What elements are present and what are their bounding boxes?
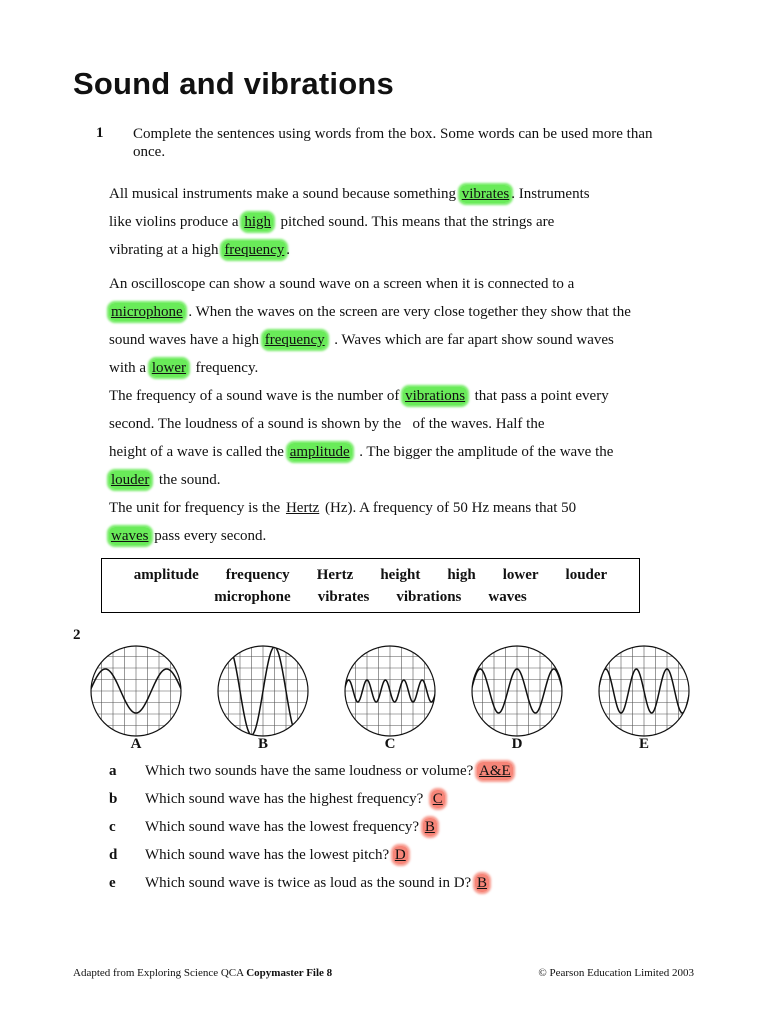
question-text: Which sound wave has the lowest pitch? (145, 847, 393, 863)
passage-text: The frequency of a sound wave is the number of (109, 388, 404, 404)
passage-text: . Waves which are far apart show sound waves (326, 332, 614, 348)
passage-text: like violins produce a (109, 214, 243, 230)
handwritten-answer: D (394, 847, 406, 863)
word-box-word: vibrates (317, 589, 370, 605)
oscilloscope-b (217, 645, 309, 737)
question-2-number: 2 (73, 627, 81, 643)
handwritten-answer: A&E (479, 763, 511, 779)
footer-copyright: © Pearson Education Limited 2003 (538, 967, 694, 979)
passage-line (109, 528, 266, 545)
handwritten-answer: B (476, 875, 487, 891)
footer-source: Adapted from Exploring Science QCA (73, 967, 247, 979)
word-box-word: Hertz (316, 567, 354, 583)
question-text: Which two sounds have the same loudness or volume? (145, 763, 478, 779)
passage-line (109, 242, 290, 259)
question-2-item (109, 819, 437, 836)
word-box-word: microphone (214, 589, 291, 605)
passage-text: frequency. (187, 360, 259, 376)
filled-answer: frequency (264, 332, 325, 348)
question-letter: a (109, 763, 117, 779)
question-letter: b (109, 791, 118, 807)
passage-line (109, 332, 614, 349)
passage-text: (Hz). A frequency of 50 Hz means that 50 (321, 500, 577, 516)
oscilloscope-label: D (511, 736, 523, 752)
question-text: Which sound wave is twice as loud as the sound in D? (145, 875, 475, 891)
passage-text: height of a wave is called the (109, 444, 288, 460)
passage-text: . Instruments (511, 186, 590, 202)
filled-answer: Hertz (285, 500, 320, 516)
word-box-word: vibrations (396, 589, 462, 605)
passage-line (109, 472, 221, 489)
filled-answer: vibrations (405, 388, 466, 404)
oscilloscope-label: C (384, 736, 396, 752)
passage-line (109, 276, 574, 293)
passage-line (109, 360, 258, 377)
passage-text: with a (109, 360, 150, 376)
passage-text: second. The loudness of a sound is shown by the of the waves. Half the (109, 416, 545, 432)
question-2-item (109, 763, 513, 780)
passage-line (109, 416, 544, 433)
question-letter: e (109, 875, 116, 891)
oscilloscope-e (598, 645, 690, 737)
filled-answer: microphone (111, 304, 183, 320)
question-letter: d (109, 847, 118, 863)
page-title: Sound and vibrations (73, 66, 394, 101)
question-letter: c (109, 819, 116, 835)
passage-text: . The bigger the amplitude of the wave the (351, 444, 614, 460)
handwritten-answer: C (432, 791, 443, 807)
footer-copymaster: Copymaster File 8 (246, 967, 333, 979)
passage-line (109, 186, 590, 203)
filled-answer: amplitude (289, 444, 350, 460)
question-text: Which sound wave has the lowest frequency? (145, 819, 423, 835)
oscilloscope-label: B (257, 736, 268, 752)
filled-answer: high (244, 214, 271, 230)
question-1-instruction: Complete the sentences using words from the box. Some words can be used more than once. (133, 126, 653, 160)
filled-answer: vibrates (461, 186, 510, 202)
oscilloscope-d (471, 645, 563, 737)
handwritten-answer: B (424, 819, 435, 835)
passage-text: . When the waves on the screen are very close together they show that the (184, 304, 631, 320)
passage-text: pitched sound. This means that the strings are (272, 214, 555, 230)
word-box-word: waves (488, 589, 527, 605)
word-box-word: louder (565, 567, 608, 583)
filled-answer: lower (151, 360, 186, 376)
question-2-item (109, 791, 445, 808)
passage-line (109, 500, 576, 517)
footer-credit (73, 967, 332, 979)
question-2-item (109, 875, 489, 892)
passage-text: the sound. (151, 472, 221, 488)
passage-line (109, 304, 631, 321)
filled-answer: frequency (224, 242, 285, 258)
passage-text: The unit for frequency is the (109, 500, 284, 516)
passage-text: All musical instruments make a sound because something (109, 186, 460, 202)
word-box-word: frequency (225, 567, 290, 583)
passage-line (109, 214, 554, 231)
word-box-word: high (447, 567, 476, 583)
passage-text: pass every second. (150, 528, 267, 544)
filled-answer: louder (111, 472, 150, 488)
filled-answer: waves (111, 528, 149, 544)
passage-line (109, 444, 613, 461)
word-box-row-1 (102, 567, 639, 584)
passage-text: sound waves have a high (109, 332, 263, 348)
passage-text: that pass a point every (467, 388, 609, 404)
word-box-row-2 (102, 589, 639, 606)
oscilloscope-label: A (130, 736, 142, 752)
word-box-word: amplitude (133, 567, 199, 583)
oscilloscope-label: E (638, 736, 649, 752)
question-2-item (109, 847, 408, 864)
oscilloscope-a (90, 645, 182, 737)
question-1-number: 1 (96, 125, 104, 141)
word-box-word: lower (502, 567, 539, 583)
word-box-word: height (380, 567, 421, 583)
passage-text: . (286, 242, 291, 258)
passage-text: An oscilloscope can show a sound wave on a screen when it is connected to a (109, 276, 575, 292)
oscilloscope-c (344, 645, 436, 737)
passage-text: vibrating at a high (109, 242, 223, 258)
word-box (101, 558, 640, 613)
question-text: Which sound wave has the highest frequency? (145, 791, 431, 807)
passage-line (109, 388, 609, 405)
